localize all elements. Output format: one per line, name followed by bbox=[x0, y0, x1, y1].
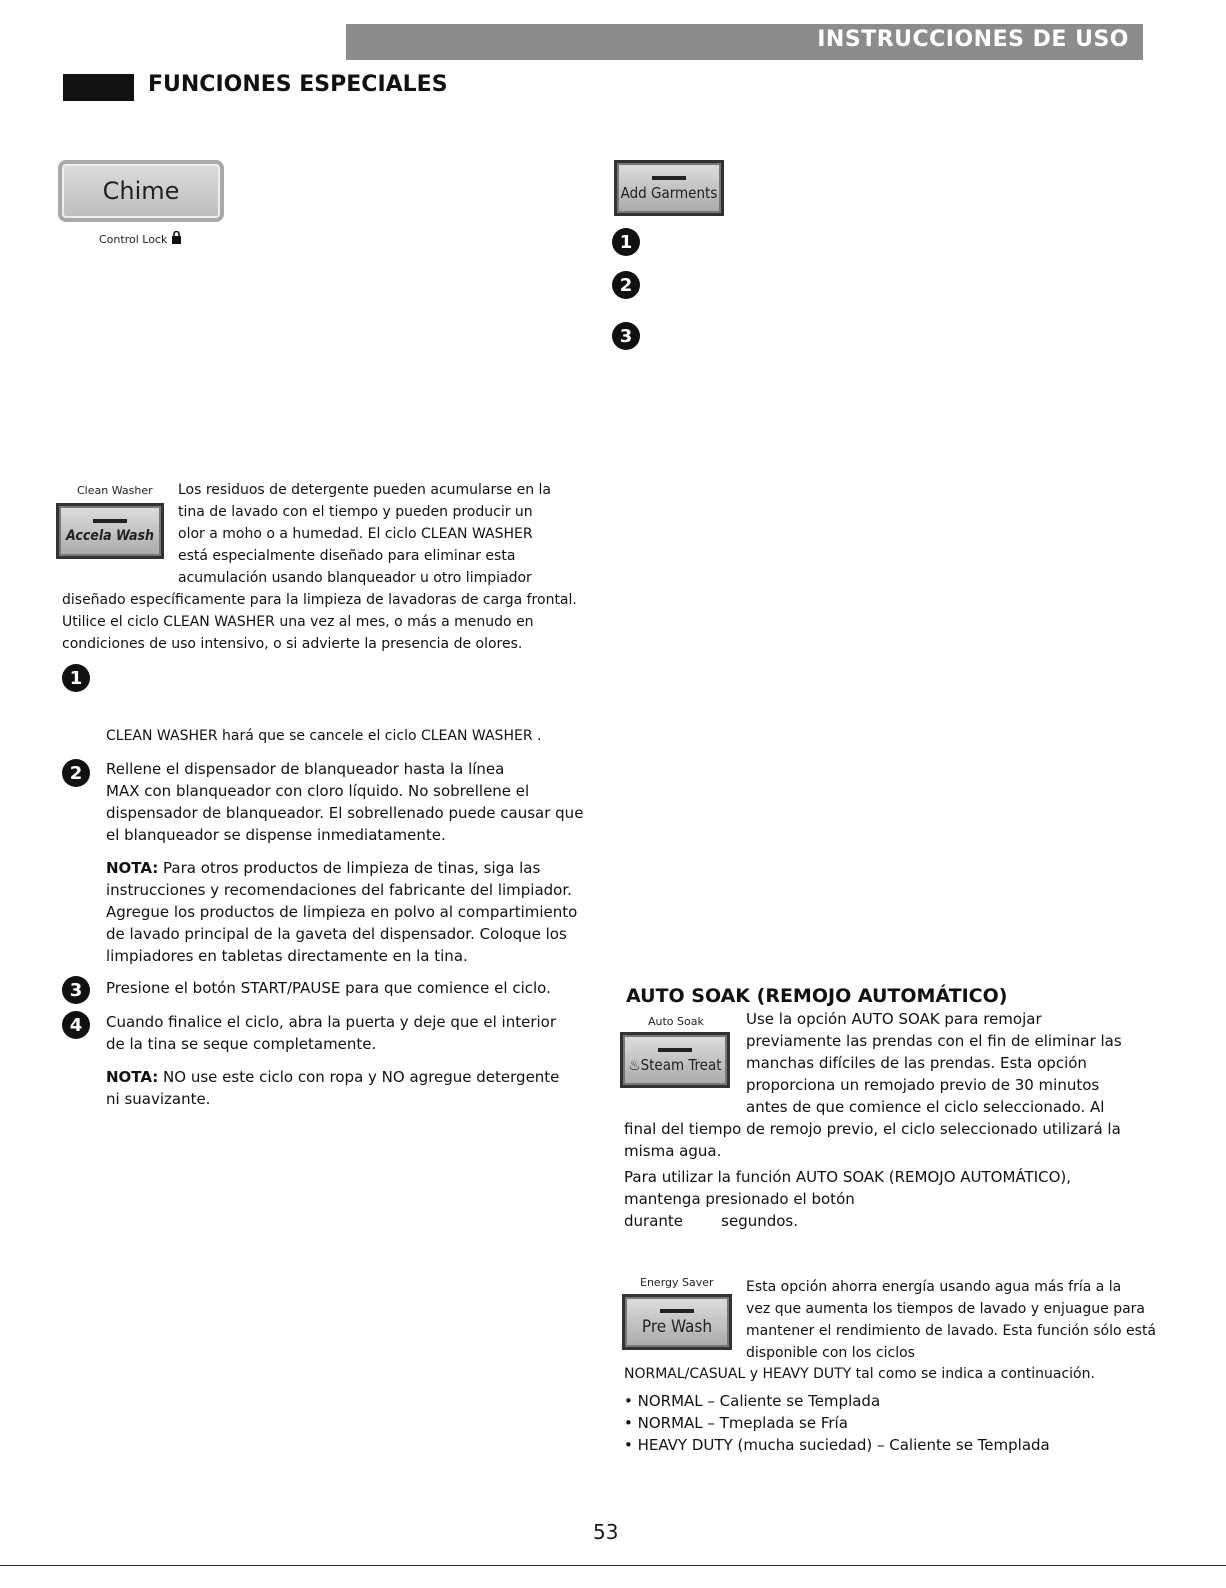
bottom-rule bbox=[0, 1565, 1226, 1566]
steam-treat-label bbox=[628, 1055, 722, 1074]
text-line: misma agua. bbox=[624, 1142, 722, 1160]
section-marker bbox=[63, 74, 134, 101]
text-line: MAX con blanqueador con cloro líquido. No sobrellene el bbox=[106, 782, 530, 800]
list-item: • HEAVY DUTY (mucha suciedad) – Caliente se Templada bbox=[624, 1436, 1050, 1454]
text-line: Agregue los productos de limpieza en polvo al compartimiento bbox=[106, 903, 578, 921]
step-number: 1 bbox=[612, 228, 640, 256]
text-line: Para utilizar la función AUTO SOAK (REMOJO AUTOMÁTICO), bbox=[624, 1168, 1072, 1186]
step-number: 3 bbox=[612, 322, 640, 350]
text-line: vez que aumenta los tiempos de lavado y enjuague para bbox=[746, 1301, 1146, 1317]
text-line: instrucciones y recomendaciones del fabricante del limpiador. bbox=[106, 881, 572, 899]
step1-text: CLEAN WASHER hará que se cancele el ciclo CLEAN WASHER . bbox=[106, 728, 542, 744]
clean-washer-intro bbox=[178, 479, 551, 589]
text-line: tina de lavado con el tiempo y pueden producir un bbox=[178, 504, 533, 520]
energy-saver-caption: Energy Saver bbox=[640, 1276, 714, 1289]
text-line: Utilice el ciclo CLEAN WASHER una vez al mes, o más a menudo en bbox=[62, 614, 534, 630]
control-lock-caption bbox=[99, 231, 182, 246]
step-number: 4 bbox=[62, 1011, 90, 1039]
note1 bbox=[106, 857, 577, 967]
text-line: mantenga presionado el botón bbox=[624, 1190, 855, 1208]
auto-soak-caption: Auto Soak bbox=[648, 1015, 704, 1028]
note-label: NOTA: bbox=[106, 1068, 159, 1086]
button-indicator-bar bbox=[93, 519, 127, 523]
energy-saver-intro bbox=[746, 1276, 1156, 1364]
text-line: mantener el rendimiento de lavado. Esta función sólo está bbox=[746, 1323, 1157, 1339]
header-bar bbox=[346, 24, 1143, 60]
list-item: • NORMAL – Caliente se Templada bbox=[624, 1392, 881, 1410]
text-line: de la tina se seque completamente. bbox=[106, 1035, 377, 1053]
pre-wash-button bbox=[622, 1294, 732, 1350]
text-line: está especialmente diseñado para eliminar esta bbox=[178, 548, 516, 564]
list-item: • NORMAL – Tmeplada se Fría bbox=[624, 1414, 848, 1432]
energy-saver-body: NORMAL/CASUAL y HEAVY DUTY tal como se indica a continuación. bbox=[624, 1366, 1095, 1382]
auto-soak-title: AUTO SOAK (REMOJO AUTOMÁTICO) bbox=[626, 985, 1008, 1007]
text-line: Use la opción AUTO SOAK para remojar bbox=[746, 1010, 1042, 1028]
step-number: 2 bbox=[62, 759, 90, 787]
text-line: proporciona un remojado previo de 30 minutos bbox=[746, 1076, 1100, 1094]
text-line: diseñado específicamente para la limpieza de lavadoras de carga frontal. bbox=[62, 592, 577, 608]
text-line: de lavado principal de la gaveta del dispensador. Coloque los bbox=[106, 925, 567, 943]
text-line: acumulación usando blanqueador u otro limpiador bbox=[178, 570, 532, 586]
steam-treat-button bbox=[620, 1032, 730, 1088]
step-number: 1 bbox=[62, 664, 90, 692]
text-line: antes de que comience el ciclo seleccionado. Al bbox=[746, 1098, 1105, 1116]
chime-button bbox=[58, 160, 224, 222]
text-line: condiciones de uso intensivo, o si advierte la presencia de olores. bbox=[62, 636, 523, 652]
pre-wash-label: Pre Wash bbox=[641, 1316, 713, 1337]
text-line: Esta opción ahorra energía usando agua más fría a la bbox=[746, 1279, 1122, 1295]
text-line: limpiadores en tabletas directamente en la tina. bbox=[106, 947, 468, 965]
button-indicator-bar bbox=[660, 1309, 694, 1313]
step-number: 3 bbox=[62, 976, 90, 1004]
text-line: previamente las prendas con el fin de eliminar las bbox=[746, 1032, 1122, 1050]
button-indicator-bar bbox=[652, 176, 686, 180]
text-line: Rellene el dispensador de blanqueador hasta la línea bbox=[106, 760, 505, 778]
auto-soak-body bbox=[624, 1118, 1121, 1162]
section-title: FUNCIONES ESPECIALES bbox=[148, 72, 448, 97]
accela-wash-label: Accela Wash bbox=[66, 528, 154, 544]
note-label: NOTA: bbox=[106, 859, 159, 877]
add-garments-label: Add Garments bbox=[620, 183, 718, 202]
steam-icon: ♨ bbox=[628, 1055, 641, 1074]
text-line bbox=[106, 1066, 559, 1088]
accela-wash-button bbox=[56, 503, 164, 559]
clean-washer-body bbox=[62, 589, 577, 655]
text-line: durante segundos. bbox=[624, 1212, 799, 1230]
lock-icon bbox=[171, 231, 182, 244]
step4-text bbox=[106, 1011, 556, 1055]
steam-treat-text: Steam Treat bbox=[640, 1055, 722, 1074]
step3-text: Presione el botón START/PAUSE para que comience el ciclo. bbox=[106, 979, 551, 997]
text-line: dispensador de blanqueador. El sobrellenado puede causar que bbox=[106, 804, 584, 822]
text-line: final del tiempo de remojo previo, el ciclo seleccionado utilizará la bbox=[624, 1120, 1121, 1138]
auto-soak-usage bbox=[624, 1166, 1071, 1232]
header-title: INSTRUCCIONES DE USO bbox=[817, 27, 1129, 52]
clean-washer-caption: Clean Washer bbox=[77, 484, 153, 497]
control-lock-label: Control Lock bbox=[99, 233, 168, 246]
page-number: 53 bbox=[593, 1520, 619, 1544]
step2-text bbox=[106, 758, 583, 846]
chime-button-label: Chime bbox=[102, 177, 180, 205]
auto-soak-intro bbox=[746, 1008, 1122, 1118]
text-line bbox=[106, 857, 577, 879]
text-line: el blanqueador se dispense inmediatamente. bbox=[106, 826, 446, 844]
text-line: ni suavizante. bbox=[106, 1090, 211, 1108]
text-line: olor a moho o a humedad. El ciclo CLEAN WASHER bbox=[178, 526, 533, 542]
text-line: disponible con los ciclos bbox=[746, 1345, 915, 1361]
add-garments-button bbox=[614, 160, 724, 216]
text-line: manchas difíciles de las prendas. Esta opción bbox=[746, 1054, 1087, 1072]
text-line: Cuando finalice el ciclo, abra la puerta y deje que el interior bbox=[106, 1013, 557, 1031]
step-number: 2 bbox=[612, 271, 640, 299]
text-line: Los residuos de detergente pueden acumularse en la bbox=[178, 482, 552, 498]
button-indicator-bar bbox=[658, 1048, 692, 1052]
note-text: Para otros productos de limpieza de tinas, siga las bbox=[158, 859, 541, 877]
energy-saver-bullets bbox=[624, 1390, 1050, 1456]
note-text: NO use este ciclo con ropa y NO agregue detergente bbox=[158, 1068, 560, 1086]
note2 bbox=[106, 1066, 559, 1110]
